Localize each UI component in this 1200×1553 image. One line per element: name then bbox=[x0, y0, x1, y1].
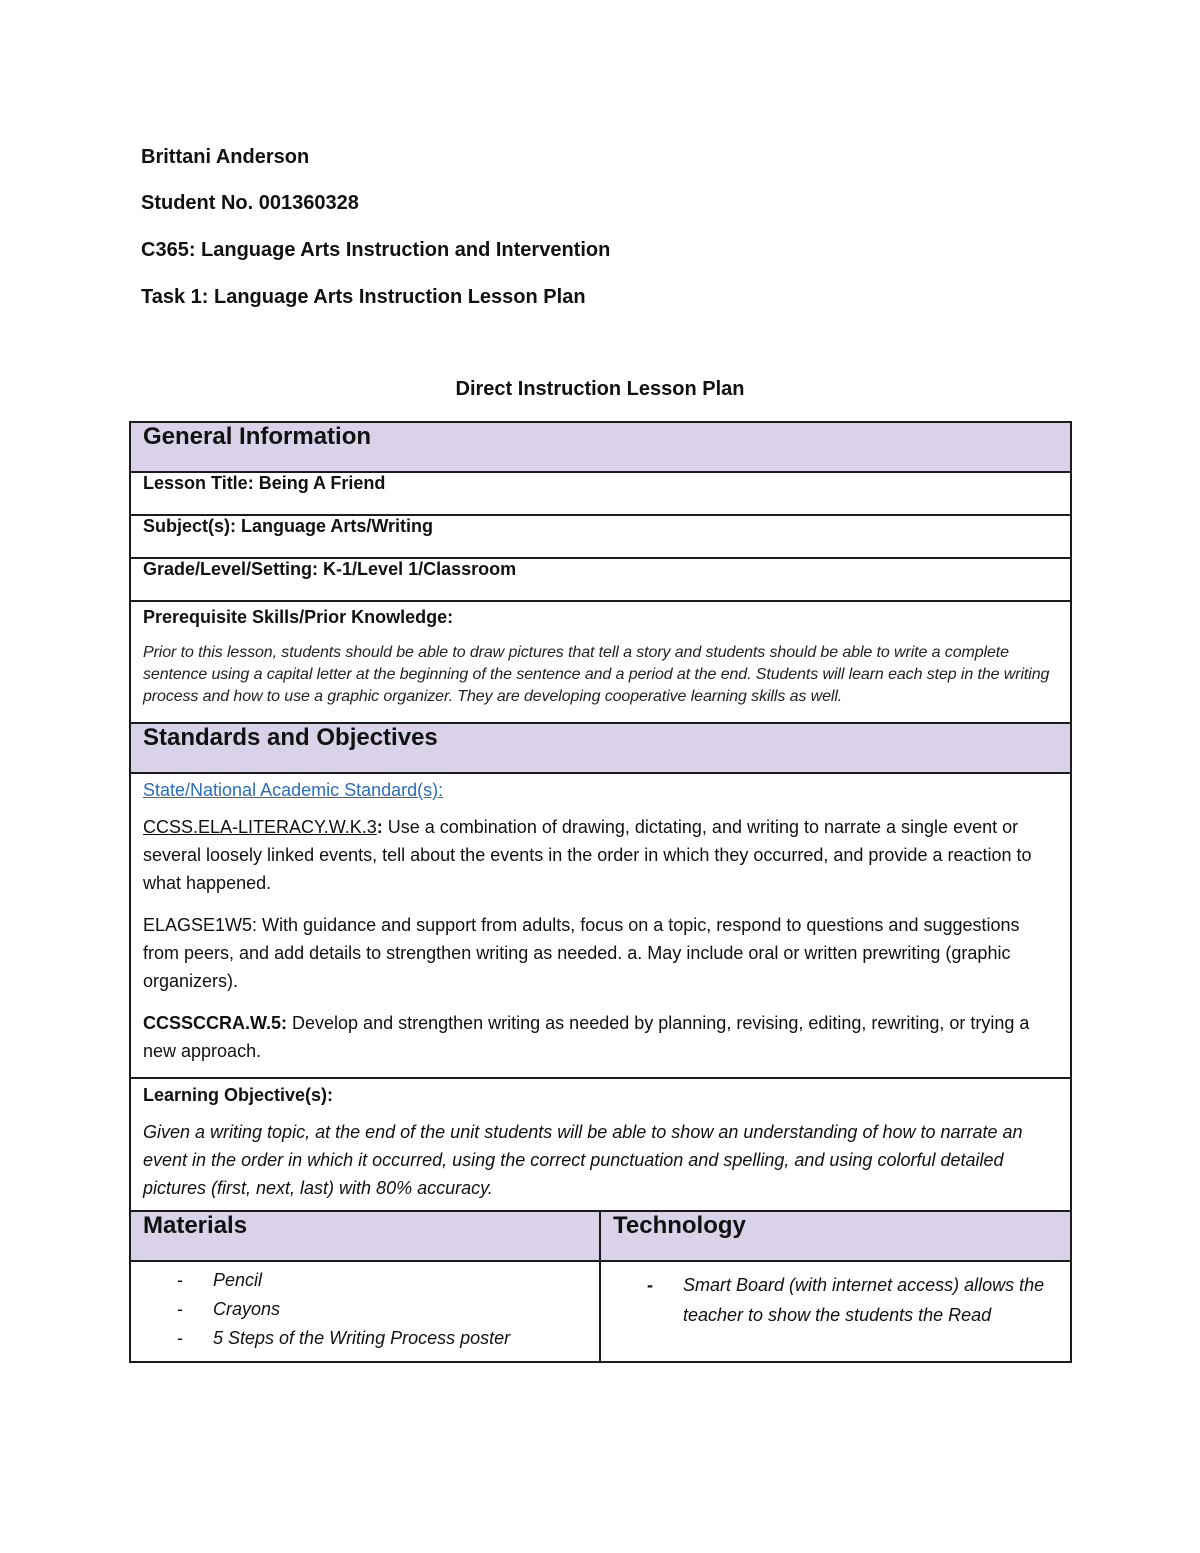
standard-code-link[interactable]: CCSS.ELA-LITERACY.W.K.3 bbox=[143, 817, 377, 837]
document-title: Direct Instruction Lesson Plan bbox=[455, 378, 745, 400]
materials-heading: Materials bbox=[130, 1211, 600, 1261]
subjects-field: Subject(s): Language Arts/Writing bbox=[130, 515, 1071, 558]
standard-item bbox=[143, 813, 1058, 897]
task-title: Task 1: Language Arts Instruction Lesson Plan bbox=[141, 286, 586, 308]
standard-item bbox=[143, 911, 1058, 995]
learning-objective-text: Given a writing topic, at the end of the unit students will be able to show an understanding of how to narrate an event in the order in which it occurred, using the correct punctuation and spelling, and using colorful detailed pictures (first, next, last) with 80% accuracy. bbox=[143, 1122, 1023, 1198]
standard-text: Develop and strengthen writing as needed by planning, revising, editing, rewriting, or trying a new approach. bbox=[143, 1013, 1030, 1061]
standard-text: With guidance and support from adults, focus on a topic, respond to questions and suggestions from peers, and add details to strengthen writing as needed. a. May include oral or written prewriting (graphic organizers). bbox=[143, 915, 1020, 991]
standard-code: ELAGSE1W5: bbox=[143, 915, 258, 935]
material-label: 5 Steps of the Writing Process poster bbox=[213, 1328, 511, 1348]
prerequisite-text: Prior to this lesson, students should be able to draw pictures that tell a story and students should be able to write a complete sentence using a capital letter at the beginning of the sentence and a period at the end. Students will learn each step in the writing process and how to use a graphic organizer. They are developing cooperative learning skills as well. bbox=[143, 644, 1050, 705]
standards-objectives-heading: Standards and Objectives bbox=[130, 723, 1071, 773]
material-label: Pencil bbox=[213, 1270, 263, 1290]
learning-objectives-label: Learning Objective(s): bbox=[143, 1085, 334, 1105]
materials-cell bbox=[130, 1261, 600, 1362]
grade-level-field: Grade/Level/Setting: K-1/Level 1/Classroom bbox=[130, 558, 1071, 601]
list-item bbox=[143, 1266, 587, 1295]
academic-standards-link[interactable]: State/National Academic Standard(s): bbox=[143, 780, 444, 800]
dash-bullet: - bbox=[647, 1275, 653, 1295]
material-label: Crayons bbox=[213, 1299, 281, 1319]
technology-heading: Technology bbox=[600, 1211, 1071, 1261]
list-item bbox=[143, 1324, 587, 1353]
technology-item bbox=[613, 1270, 1058, 1330]
list-item bbox=[143, 1295, 587, 1324]
learning-objectives-cell bbox=[130, 1078, 1071, 1211]
general-information-heading: General Information bbox=[130, 422, 1071, 472]
course-title: C365: Language Arts Instruction and Intervention bbox=[141, 239, 611, 261]
standards-cell bbox=[130, 773, 1071, 1078]
lesson-plan-table bbox=[129, 421, 1072, 1363]
standard-code: CCSSCCRA.W.5: bbox=[143, 1013, 288, 1033]
dash-bullet: - bbox=[177, 1270, 183, 1290]
standard-text: Use a combination of drawing, dictating, and writing to narrate a single event or several loosely linked events, tell about the events in the order in which they occurred, and provide a reaction to what happened. bbox=[143, 817, 1032, 893]
author-name: Brittani Anderson bbox=[141, 146, 310, 168]
lesson-title-field: Lesson Title: Being A Friend bbox=[130, 472, 1071, 515]
technology-cell bbox=[600, 1261, 1071, 1362]
standard-item bbox=[143, 1009, 1058, 1065]
prerequisite-label: Prerequisite Skills/Prior Knowledge: bbox=[143, 607, 454, 627]
dash-bullet: - bbox=[177, 1299, 183, 1319]
dash-bullet: - bbox=[177, 1328, 183, 1348]
technology-text: Smart Board (with internet access) allows the teacher to show the students the Read bbox=[683, 1275, 1045, 1325]
prerequisite-cell bbox=[130, 601, 1071, 723]
standard-code-separator: : bbox=[376, 817, 383, 837]
student-number: Student No. 001360328 bbox=[141, 192, 359, 214]
materials-list bbox=[143, 1266, 587, 1353]
